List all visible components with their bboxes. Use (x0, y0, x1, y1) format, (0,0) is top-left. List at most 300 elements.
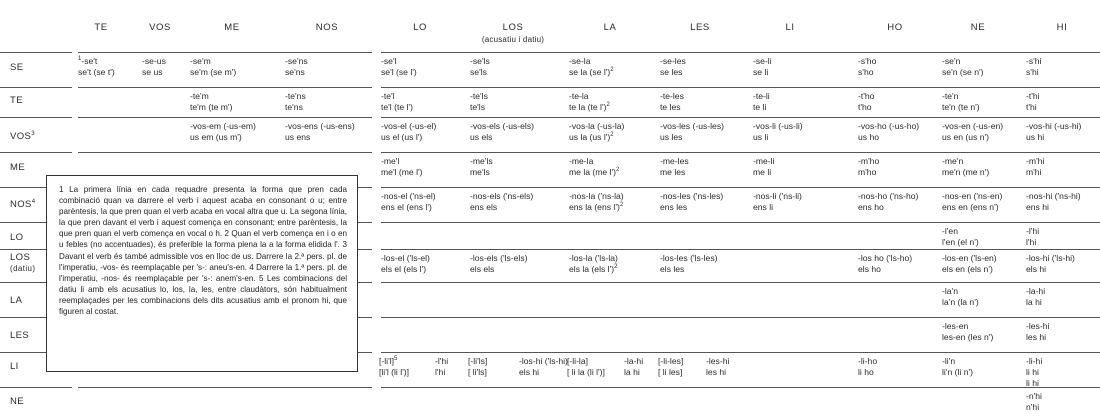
row-header-label: VOS (10, 131, 32, 142)
cell-line-preverbal: se li (753, 67, 769, 77)
cell-line-preverbal: els hi (519, 367, 540, 377)
cell-line-preverbal: te la (te l')$^2$ (569, 102, 610, 112)
cell-line-extra: li hi (1026, 378, 1039, 388)
cell-line-preverbal: se'm (se m') (190, 67, 237, 77)
column-header-label: NOS (315, 22, 339, 33)
cell-line-postverbal: -me'ls (470, 156, 493, 166)
table-cell (569, 91, 610, 113)
table-cell (1026, 226, 1039, 248)
column-header-label: TE (94, 22, 108, 33)
cell-line-postverbal: -me'l (381, 156, 400, 166)
row-header-la (10, 295, 22, 307)
table-cell (660, 253, 718, 275)
cell-line-postverbal: -te'n (942, 91, 959, 101)
column-header-la (604, 22, 617, 34)
column-header-label: NE (970, 22, 986, 33)
row-header-label: LI (10, 361, 19, 372)
cell-line-postverbal: -l'en (942, 226, 958, 236)
table-cell (470, 56, 490, 78)
cell-line-postverbal: -la-hi (624, 356, 644, 366)
row-divider (78, 52, 372, 53)
cell-line-preverbal: te'n (te n') (942, 102, 980, 112)
cell-line-postverbal: -se-les (660, 56, 686, 66)
cell-line-postverbal: -se'ns (285, 56, 308, 66)
cell-line-postverbal: -m'ho (858, 156, 880, 166)
column-header-lo (413, 22, 427, 34)
cell-line-postverbal: -li-hi (1026, 356, 1043, 366)
cell-line-preverbal: li ho (858, 367, 874, 377)
row-divider (381, 317, 1100, 318)
cell-line-preverbal: us els (470, 132, 493, 142)
cell-line-preverbal: l'hi (435, 367, 446, 377)
cell-line-preverbal: us em (us m') (190, 132, 242, 142)
table-cell (942, 91, 980, 113)
cell-line-preverbal: te li (753, 102, 767, 112)
cell-line-preverbal: t'hi (1026, 102, 1037, 112)
column-header-los (482, 22, 544, 45)
row-header-label: TE (10, 95, 23, 106)
table-cell (285, 121, 355, 143)
cell-line-postverbal: -los-el ('ls-el) (381, 253, 430, 263)
cell-line-postverbal: -m'hi (1026, 156, 1045, 166)
cell-line-postverbal: -te-li (753, 91, 770, 101)
table-cell (470, 156, 493, 178)
column-header-label: LO (413, 22, 427, 33)
cell-line-preverbal: els ho (858, 264, 881, 274)
cell-line-postverbal: -vos-en (-us-en) (942, 121, 1004, 131)
table-cell (470, 91, 488, 113)
cell-line-preverbal: te'ls (470, 102, 486, 112)
cell-line-preverbal: se les (660, 67, 683, 77)
column-header-label: HI (1056, 22, 1068, 33)
cell-line-postverbal: -los-la ('ls-la) (569, 253, 618, 263)
cell-line-preverbal: els la (els l')$^2$ (569, 264, 618, 274)
row-header-sublabel: (datiu) (10, 263, 36, 273)
cell-line-preverbal: us la (us l')$^2$ (569, 132, 614, 142)
cell-line-preverbal: m'ho (858, 167, 877, 177)
table-cell-alternative (706, 356, 729, 378)
table-cell (1026, 321, 1049, 343)
row-divider (78, 387, 372, 388)
cell-line-preverbal: me la (me l')$^2$ (569, 167, 620, 177)
column-header-label: LA (603, 22, 617, 33)
table-cell (942, 121, 1003, 143)
row-header-se (10, 62, 23, 74)
cell-line-postverbal: -me'n (942, 156, 964, 166)
table-cell (569, 121, 624, 143)
table-cell (753, 91, 770, 113)
cell-line-postverbal: -te'm (190, 91, 209, 101)
cell-line-postverbal: [-li'ls] (468, 356, 488, 366)
column-header-li (785, 22, 794, 34)
table-cell (753, 156, 774, 178)
table-cell (567, 356, 605, 378)
cell-line-postverbal: -los-hi ('ls-hi) (519, 356, 568, 366)
row-header-label: LO (10, 232, 24, 243)
column-header-subtitle: (acusatiu i datiu) (481, 34, 545, 44)
cell-line-postverbal: -los ho ('ls-ho) (858, 253, 913, 263)
cell-line-preverbal: us ho (858, 132, 880, 142)
cell-line-preverbal: ens els (470, 202, 498, 212)
cell-line-postverbal: -li-ho (858, 356, 878, 366)
cell-line-preverbal: s'ho (858, 67, 874, 77)
row-divider (381, 117, 1100, 118)
cell-line-postverbal: -vos-em (-us-em) (190, 121, 256, 131)
table-cell (381, 156, 422, 178)
column-header-te (94, 22, 107, 34)
cell-line-preverbal: te'ns (285, 102, 303, 112)
footnote-marker: 2 (619, 202, 624, 209)
column-header-ne (971, 22, 985, 34)
row-divider (0, 52, 72, 53)
cell-line-preverbal: me'n (me n') (942, 167, 990, 177)
table-cell (942, 356, 973, 378)
cell-line-postverbal: -nos-els ('ns-els) (470, 191, 534, 201)
cell-line-preverbal: us les (660, 132, 683, 142)
cell-line-postverbal: -vos-li (-us-li) (753, 121, 803, 131)
row-divider (381, 352, 1100, 353)
cell-line-preverbal: te'm (te m') (190, 102, 233, 112)
cell-line-preverbal: s'hi (1026, 67, 1039, 77)
cell-line-preverbal: se'l (se l') (381, 67, 417, 77)
cell-line-preverbal: els el (els l') (381, 264, 427, 274)
table-cell (142, 56, 166, 78)
cell-line-preverbal: [ li'ls] (468, 367, 487, 377)
cell-line-preverbal: ens ho (858, 202, 884, 212)
row-header-label: SE (10, 62, 24, 73)
cell-line-preverbal: se us (142, 67, 163, 77)
cell-line-preverbal: us hi (1026, 132, 1045, 142)
cell-line-postverbal: -vos-la (-us-la) (569, 121, 625, 131)
cell-line-preverbal: [ li la (li l')] (567, 367, 605, 377)
row-header-label: ME (10, 162, 26, 173)
cell-line-preverbal: [ li les] (658, 367, 683, 377)
footnote-marker: 2 (610, 132, 614, 139)
cell-line-postverbal: -me-la (569, 156, 594, 166)
cell-line-preverbal: me'ls (470, 167, 490, 177)
table-cell (660, 56, 686, 78)
cell-line-postverbal: -s'hi (1026, 56, 1042, 66)
cell-line-postverbal: -los-les ('ls-les) (660, 253, 718, 263)
cell-line-postverbal: -te-les (660, 91, 684, 101)
row-divider (78, 152, 372, 153)
cell-line-preverbal: l'hi (1026, 237, 1037, 247)
cell-line-preverbal: els les (660, 264, 685, 274)
cell-line-postverbal: -la-hi (1026, 286, 1046, 296)
cell-line-postverbal: -t'ho (858, 91, 875, 101)
cell-line-postverbal: [-li-la] (567, 356, 589, 366)
cell-line-postverbal: -me-les (660, 156, 689, 166)
table-cell (470, 191, 533, 213)
cell-line-preverbal: us li (753, 132, 769, 142)
cell-line-postverbal: [-li-les] (658, 356, 684, 366)
table-cell (858, 56, 876, 78)
table-cell (1026, 191, 1081, 213)
table-cell (660, 91, 684, 113)
row-divider (381, 387, 1100, 388)
cell-line-postverbal: -vos-les (-us-les) (660, 121, 724, 131)
cell-line-postverbal: -los-en ('ls-en) (942, 253, 997, 263)
cell-line-preverbal: n'hi (1026, 402, 1040, 412)
cell-line-postverbal: -se'n (942, 56, 961, 66)
cell-line-postverbal: -nos-la ('ns-la) (569, 191, 624, 201)
column-header-label: LES (690, 22, 710, 33)
column-header-vos (149, 22, 171, 34)
cell-line-preverbal: l'en (el n') (942, 237, 979, 247)
cell-line-preverbal: me les (660, 167, 686, 177)
cell-line-postverbal: -t'hi (1026, 91, 1040, 101)
table-cell (381, 191, 436, 213)
row-divider (381, 187, 1100, 188)
row-header-te (10, 95, 23, 107)
cell-line-preverbal: se'n (se n') (942, 67, 984, 77)
table-cell-alternative (624, 356, 643, 378)
cell-line-postverbal: $[-li'l]^5$ (379, 356, 398, 366)
table-cell (658, 356, 683, 378)
row-header-los (10, 252, 35, 274)
table-cell (569, 156, 619, 178)
table-cell (858, 253, 912, 275)
cell-line-postverbal: -se'ls (470, 56, 490, 66)
row-divider (381, 52, 1100, 53)
column-header-label: ME (224, 22, 240, 33)
cell-line-preverbal: la'n (la n') (942, 297, 979, 307)
table-cell (660, 121, 724, 143)
row-divider (0, 117, 72, 118)
cell-line-postverbal: -se-us (142, 56, 166, 66)
cell-line-postverbal: -s'ho (858, 56, 877, 66)
table-cell (381, 91, 413, 113)
table-cell (470, 121, 534, 143)
table-cell (190, 91, 232, 113)
cell-line-postverbal: -n'hi (1026, 391, 1042, 401)
cell-line-preverbal: li hi (1026, 367, 1039, 377)
cell-line-preverbal: les-en (les n') (942, 332, 994, 342)
cell-line-postverbal: -nos-les ('ns-les) (660, 191, 724, 201)
cell-line-postverbal: -se-li (753, 56, 772, 66)
table-cell (1026, 91, 1040, 113)
cell-line-postverbal: -les-en (942, 321, 969, 331)
table-cell (660, 191, 723, 213)
table-cell (858, 121, 919, 143)
cell-line-preverbal: ens el (ens l') (381, 202, 432, 212)
cell-line-preverbal: ens hi (1026, 202, 1049, 212)
cell-line-postverbal: $^1$-se't (78, 56, 98, 66)
cell-line-postverbal: -nos-hi ('ns-hi) (1026, 191, 1081, 201)
row-header-ne (10, 396, 24, 408)
row-divider (381, 222, 1100, 223)
row-header-label: LOS (10, 252, 31, 263)
table-cell (190, 56, 236, 78)
table-cell (753, 121, 803, 143)
table-cell (858, 356, 877, 378)
table-cell (858, 91, 874, 113)
cell-line-postverbal: -li'n (942, 356, 956, 366)
cell-line-preverbal: la hi (1026, 297, 1042, 307)
cell-line-postverbal: -se'm (190, 56, 211, 66)
row-divider (78, 87, 372, 88)
cell-line-preverbal: [li'l (li l')] (379, 367, 410, 377)
row-divider (0, 387, 72, 388)
footnote-marker: 5 (394, 356, 398, 363)
row-divider (381, 282, 1100, 283)
cell-line-preverbal: te les (660, 102, 681, 112)
row-header-lo (10, 232, 23, 244)
cell-line-preverbal: li'n (li n') (942, 367, 973, 377)
cell-line-preverbal: us en (us n') (942, 132, 990, 142)
cell-line-preverbal: els hi (1026, 264, 1047, 274)
table-cell (1026, 121, 1081, 143)
cell-line-preverbal: t'ho (858, 102, 872, 112)
table-cell (381, 253, 430, 275)
cell-line-postverbal: -l'hi (435, 356, 449, 366)
table-cell (1026, 56, 1042, 78)
cell-line-postverbal: -vos-ho (-us-ho) (858, 121, 920, 131)
cell-line-preverbal: ens la (ens l')$^2$ (569, 202, 624, 212)
cell-line-postverbal: -te'ls (470, 91, 488, 101)
table-cell (1026, 253, 1075, 275)
cell-line-preverbal: ens les (660, 202, 688, 212)
footnote-marker: 2 (610, 67, 614, 74)
row-divider (381, 249, 1100, 250)
cell-line-postverbal: -l'hi (1026, 226, 1040, 236)
table-cell (470, 253, 528, 275)
table-cell (569, 253, 618, 275)
column-header-label: LOS (502, 22, 524, 33)
column-header-nos (316, 22, 338, 34)
table-cell (942, 56, 984, 78)
cell-line-postverbal: -te-la (569, 91, 589, 101)
row-header-label: LES (10, 330, 30, 341)
cell-line-preverbal: us ens (285, 132, 311, 142)
cell-line-postverbal: -les-hi (1026, 321, 1050, 331)
table-cell (660, 156, 689, 178)
cell-line-postverbal: -los-hi ('ls-hi) (1026, 253, 1075, 263)
cell-line-preverbal: me li (753, 167, 772, 177)
table-cell (1026, 156, 1044, 178)
footnote-marker: 2 (614, 264, 618, 271)
footnote-marker: 2 (616, 167, 620, 174)
cell-line-postverbal: -nos-el ('ns-el) (381, 191, 436, 201)
table-cell (942, 253, 997, 275)
cell-line-postverbal: -les-hi (706, 356, 730, 366)
row-header-label: NOS (10, 199, 32, 210)
row-header-les (10, 330, 29, 342)
table-cell (1026, 391, 1042, 413)
column-header-label: LI (785, 22, 795, 33)
table-cell (381, 56, 417, 78)
cell-line-preverbal: les hi (706, 367, 727, 377)
row-divider (381, 152, 1100, 153)
table-cell (858, 191, 918, 213)
column-header-les (690, 22, 710, 34)
table-cell (858, 156, 879, 178)
cell-line-preverbal: els els (470, 264, 495, 274)
cell-line-preverbal: us el (us l') (381, 132, 423, 142)
row-header-li (10, 361, 19, 373)
table-cell (569, 56, 614, 78)
footnote-box: 1 La primera línia en cada requadre presenta la forma que pren cada combinació quan va darrere el verb i aquest acaba en consonant o u; entre parèntesis, la que pren quan el verb acaba en vocal altra que u. La segona línia, la que pren davant el verb i aquest comença en consonant; entre parèntesis, la que pren quan el verb comença en vocal o h. 2 Quan el verb comença en i o en u febles (no accentuades), és preferible la forma plena la a la forma elidida l'. 3 Davant el verb és també admissible vos en lloc de us. Darrere la 2.ª pers. pl. de l'imperatiu, -vos- és reemplaçable per 's-: aneu's-en. 4 Darrere la 1.ª pers. pl. de l'imperatiu, -nos- és reemplaçable per 's-: anem's-en. 5 Les combinacions del datiu li amb els acusatius lo, los, la, les, entre claudàtors, són habitualment reemplaçades per les combinacions dels dits acusatius amb el pronom hi, que figuren al costat. (46, 175, 358, 372)
table-cell (285, 91, 306, 113)
cell-line-postverbal: -los-els ('ls-els) (470, 253, 528, 263)
table-cell (1026, 356, 1042, 389)
table-cell (285, 56, 308, 78)
column-header-hi (1057, 22, 1068, 34)
cell-line-preverbal: ens li (753, 202, 774, 212)
table-cell (78, 56, 115, 78)
table-cell (942, 191, 1002, 213)
row-header-label: NE (10, 396, 24, 407)
table-cell (1026, 286, 1045, 308)
footnote-marker: 3 (31, 130, 36, 137)
row-divider (78, 117, 372, 118)
cell-line-postverbal: -te'l (381, 91, 395, 101)
cell-line-preverbal: ens en (ens n') (942, 202, 999, 212)
cell-line-postverbal: -vos-ens (-us-ens) (285, 121, 355, 131)
row-header-nos (10, 199, 36, 211)
cell-line-preverbal: la hi (624, 367, 640, 377)
table-cell (190, 121, 256, 143)
row-divider (0, 87, 72, 88)
row-header-vos (10, 131, 35, 143)
cell-line-preverbal: se'ns (285, 67, 305, 77)
column-header-label: VOS (149, 22, 171, 33)
table-cell (381, 121, 436, 143)
table-cell (753, 56, 772, 78)
row-header-label: LA (10, 295, 23, 306)
column-header-me (224, 22, 239, 34)
column-header-label: HO (887, 22, 903, 33)
table-cell (379, 356, 409, 378)
cell-line-preverbal: les hi (1026, 332, 1047, 342)
table-cell (942, 226, 979, 248)
cell-line-preverbal: te'l (te l') (381, 102, 413, 112)
table-cell-alternative (435, 356, 448, 378)
column-header-ho (887, 22, 902, 34)
table-cell (942, 286, 979, 308)
table-cell (942, 321, 993, 343)
cell-line-postverbal: -nos-li ('ns-li) (753, 191, 802, 201)
table-cell-alternative (519, 356, 568, 378)
cell-line-postverbal: -me-li (753, 156, 775, 166)
cell-line-postverbal: -se-la (569, 56, 591, 66)
cell-line-postverbal: -la'n (942, 286, 958, 296)
row-divider (0, 152, 72, 153)
footnote-marker: 1 (78, 56, 82, 63)
cell-line-postverbal: -te'ns (285, 91, 306, 101)
cell-line-postverbal: -nos-ho ('ns-ho) (858, 191, 919, 201)
cell-line-postverbal: -nos-en ('ns-en) (942, 191, 1003, 201)
cell-line-preverbal: se't (se t') (78, 67, 115, 77)
cell-line-postverbal: -vos-els (-us-els) (470, 121, 534, 131)
table-cell (753, 191, 802, 213)
footnote-marker: 2 (606, 102, 610, 109)
cell-line-preverbal: se'ls (470, 67, 487, 77)
cell-line-preverbal: m'hi (1026, 167, 1042, 177)
cell-line-postverbal: -se'l (381, 56, 397, 66)
cell-line-postverbal: -vos-el (-us-el) (381, 121, 437, 131)
cell-line-preverbal: els en (els n') (942, 264, 993, 274)
table-cell (569, 191, 624, 213)
row-divider (381, 87, 1100, 88)
footnote-marker: 4 (31, 198, 36, 205)
cell-line-preverbal: me'l (me l') (381, 167, 423, 177)
cell-line-preverbal: se la (se l')$^2$ (569, 67, 614, 77)
cell-line-postverbal: -vos-hi (-us-hi) (1026, 121, 1082, 131)
table-cell (942, 156, 989, 178)
table-cell (468, 356, 487, 378)
row-header-me (10, 162, 25, 174)
